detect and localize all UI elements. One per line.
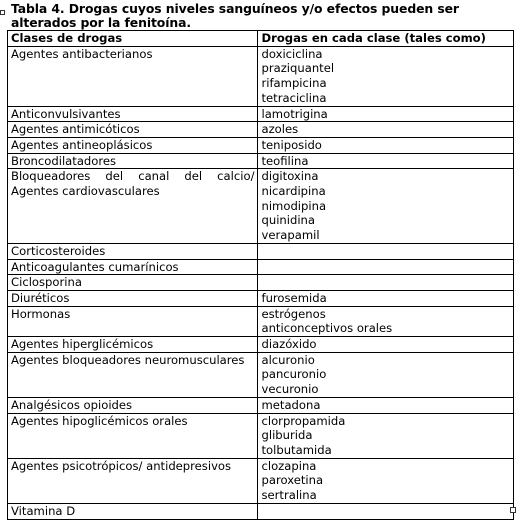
drug-name: estrógenos (261, 306, 326, 321)
drug-class-cell: Vitamina D (8, 503, 258, 519)
drugs-cell (258, 153, 514, 169)
table-row (8, 275, 514, 291)
table-row (8, 153, 514, 169)
drug-name: pancuronio (261, 367, 327, 382)
table-row (8, 290, 514, 306)
table-row (8, 306, 514, 336)
drug-class-cell: Agentes antineoplásicos (8, 137, 258, 153)
drug-name: paroxetina (261, 473, 324, 488)
drug-name: lamotrigina (261, 106, 328, 121)
drug-interaction-table (7, 30, 514, 520)
drug-name: gliburida (261, 428, 313, 443)
table-row (8, 243, 514, 259)
drugs-cell (258, 243, 514, 259)
drug-name: clozapina (261, 458, 317, 473)
drug-name: diazóxido (261, 337, 317, 352)
table-row (8, 106, 514, 122)
drug-name: metadona (261, 397, 321, 412)
table-row (8, 259, 514, 275)
table-row (8, 122, 514, 138)
drug-class-cell: Agentes hipoglicémicos orales (8, 413, 258, 458)
drug-class-cell: Analgésicos opioides (8, 397, 258, 413)
drugs-cell (258, 397, 514, 413)
drug-name: alcuronio (261, 352, 315, 367)
drug-class-cell: Agentes antimicóticos (8, 122, 258, 138)
drugs-cell (258, 503, 514, 519)
drugs-cell (258, 413, 514, 458)
drugs-cell (258, 306, 514, 336)
drug-class-cell: Ciclosporina (8, 275, 258, 291)
drug-name: azoles (261, 122, 299, 137)
drugs-cell (258, 46, 514, 106)
drug-class-cell: Anticoagulantes cumarínicos (8, 259, 258, 275)
drugs-cell (258, 337, 514, 353)
drugs-cell (258, 275, 514, 291)
drugs-cell (258, 106, 514, 122)
drug-name: furosemida (261, 290, 327, 305)
drug-class-cell: Hormonas (8, 306, 258, 336)
drugs-cell (258, 259, 514, 275)
table-row (8, 458, 514, 503)
table-caption: Tabla 4. Drogas cuyos niveles sanguíneos y/o efectos pueden ser alterados por la fenitoína. (11, 1, 459, 30)
drug-name: vecuronio (261, 382, 319, 397)
drug-name: tetraciclina (261, 90, 327, 105)
drug-name: clorpropamida (261, 413, 346, 428)
drug-name: verapamil (261, 228, 320, 243)
drugs-cell (258, 290, 514, 306)
drug-class-cell: Anticonvulsivantes (8, 106, 258, 122)
object-anchor-handle[interactable] (0, 10, 5, 15)
drugs-cell (258, 458, 514, 503)
drug-name: digitoxina (261, 169, 319, 184)
drug-name: doxiciclina (261, 46, 323, 61)
drug-name: sertralina (261, 488, 317, 503)
table-row (8, 137, 514, 153)
drug-class-cell: Broncodilatadores (8, 153, 258, 169)
table-row (8, 397, 514, 413)
drug-class-cell: Bloqueadores del canal del calcio/ Agentes cardiovasculares (8, 169, 258, 244)
table-row (8, 337, 514, 353)
table-row (8, 352, 514, 397)
table-row (8, 503, 514, 519)
drugs-cell (258, 352, 514, 397)
drugs-cell (258, 122, 514, 138)
table-row (8, 169, 514, 244)
table-resize-handle[interactable] (510, 507, 516, 513)
table-header-row (8, 31, 514, 47)
drug-name: teniposido (261, 137, 322, 152)
drug-class-cell: Agentes bloqueadores neuromusculares (8, 352, 258, 397)
drug-name: tolbutamida (261, 442, 332, 457)
drug-class-cell: Agentes hiperglicémicos (8, 337, 258, 353)
table-row (8, 46, 514, 106)
drug-name: nicardipina (261, 184, 326, 199)
drug-name: anticonceptivos orales (261, 321, 393, 336)
drug-class-cell: Corticosteroides (8, 243, 258, 259)
header-cell-drogas: Drogas en cada clase (tales como) (258, 31, 514, 47)
drugs-cell (258, 137, 514, 153)
drug-class-cell: Agentes psicotrópicos/ antidepresivos (8, 458, 258, 503)
drug-name: teofilina (261, 153, 309, 168)
drugs-cell (258, 169, 514, 244)
header-cell-clases: Clases de drogas (8, 31, 258, 47)
drug-class-cell: Agentes antibacterianos (8, 46, 258, 106)
table-row (8, 413, 514, 458)
drug-class-cell: Diuréticos (8, 290, 258, 306)
drug-name: rifampicina (261, 76, 327, 91)
drug-name: nimodipina (261, 198, 327, 213)
drug-name: quinidina (261, 213, 316, 228)
drug-name: praziquantel (261, 61, 335, 76)
